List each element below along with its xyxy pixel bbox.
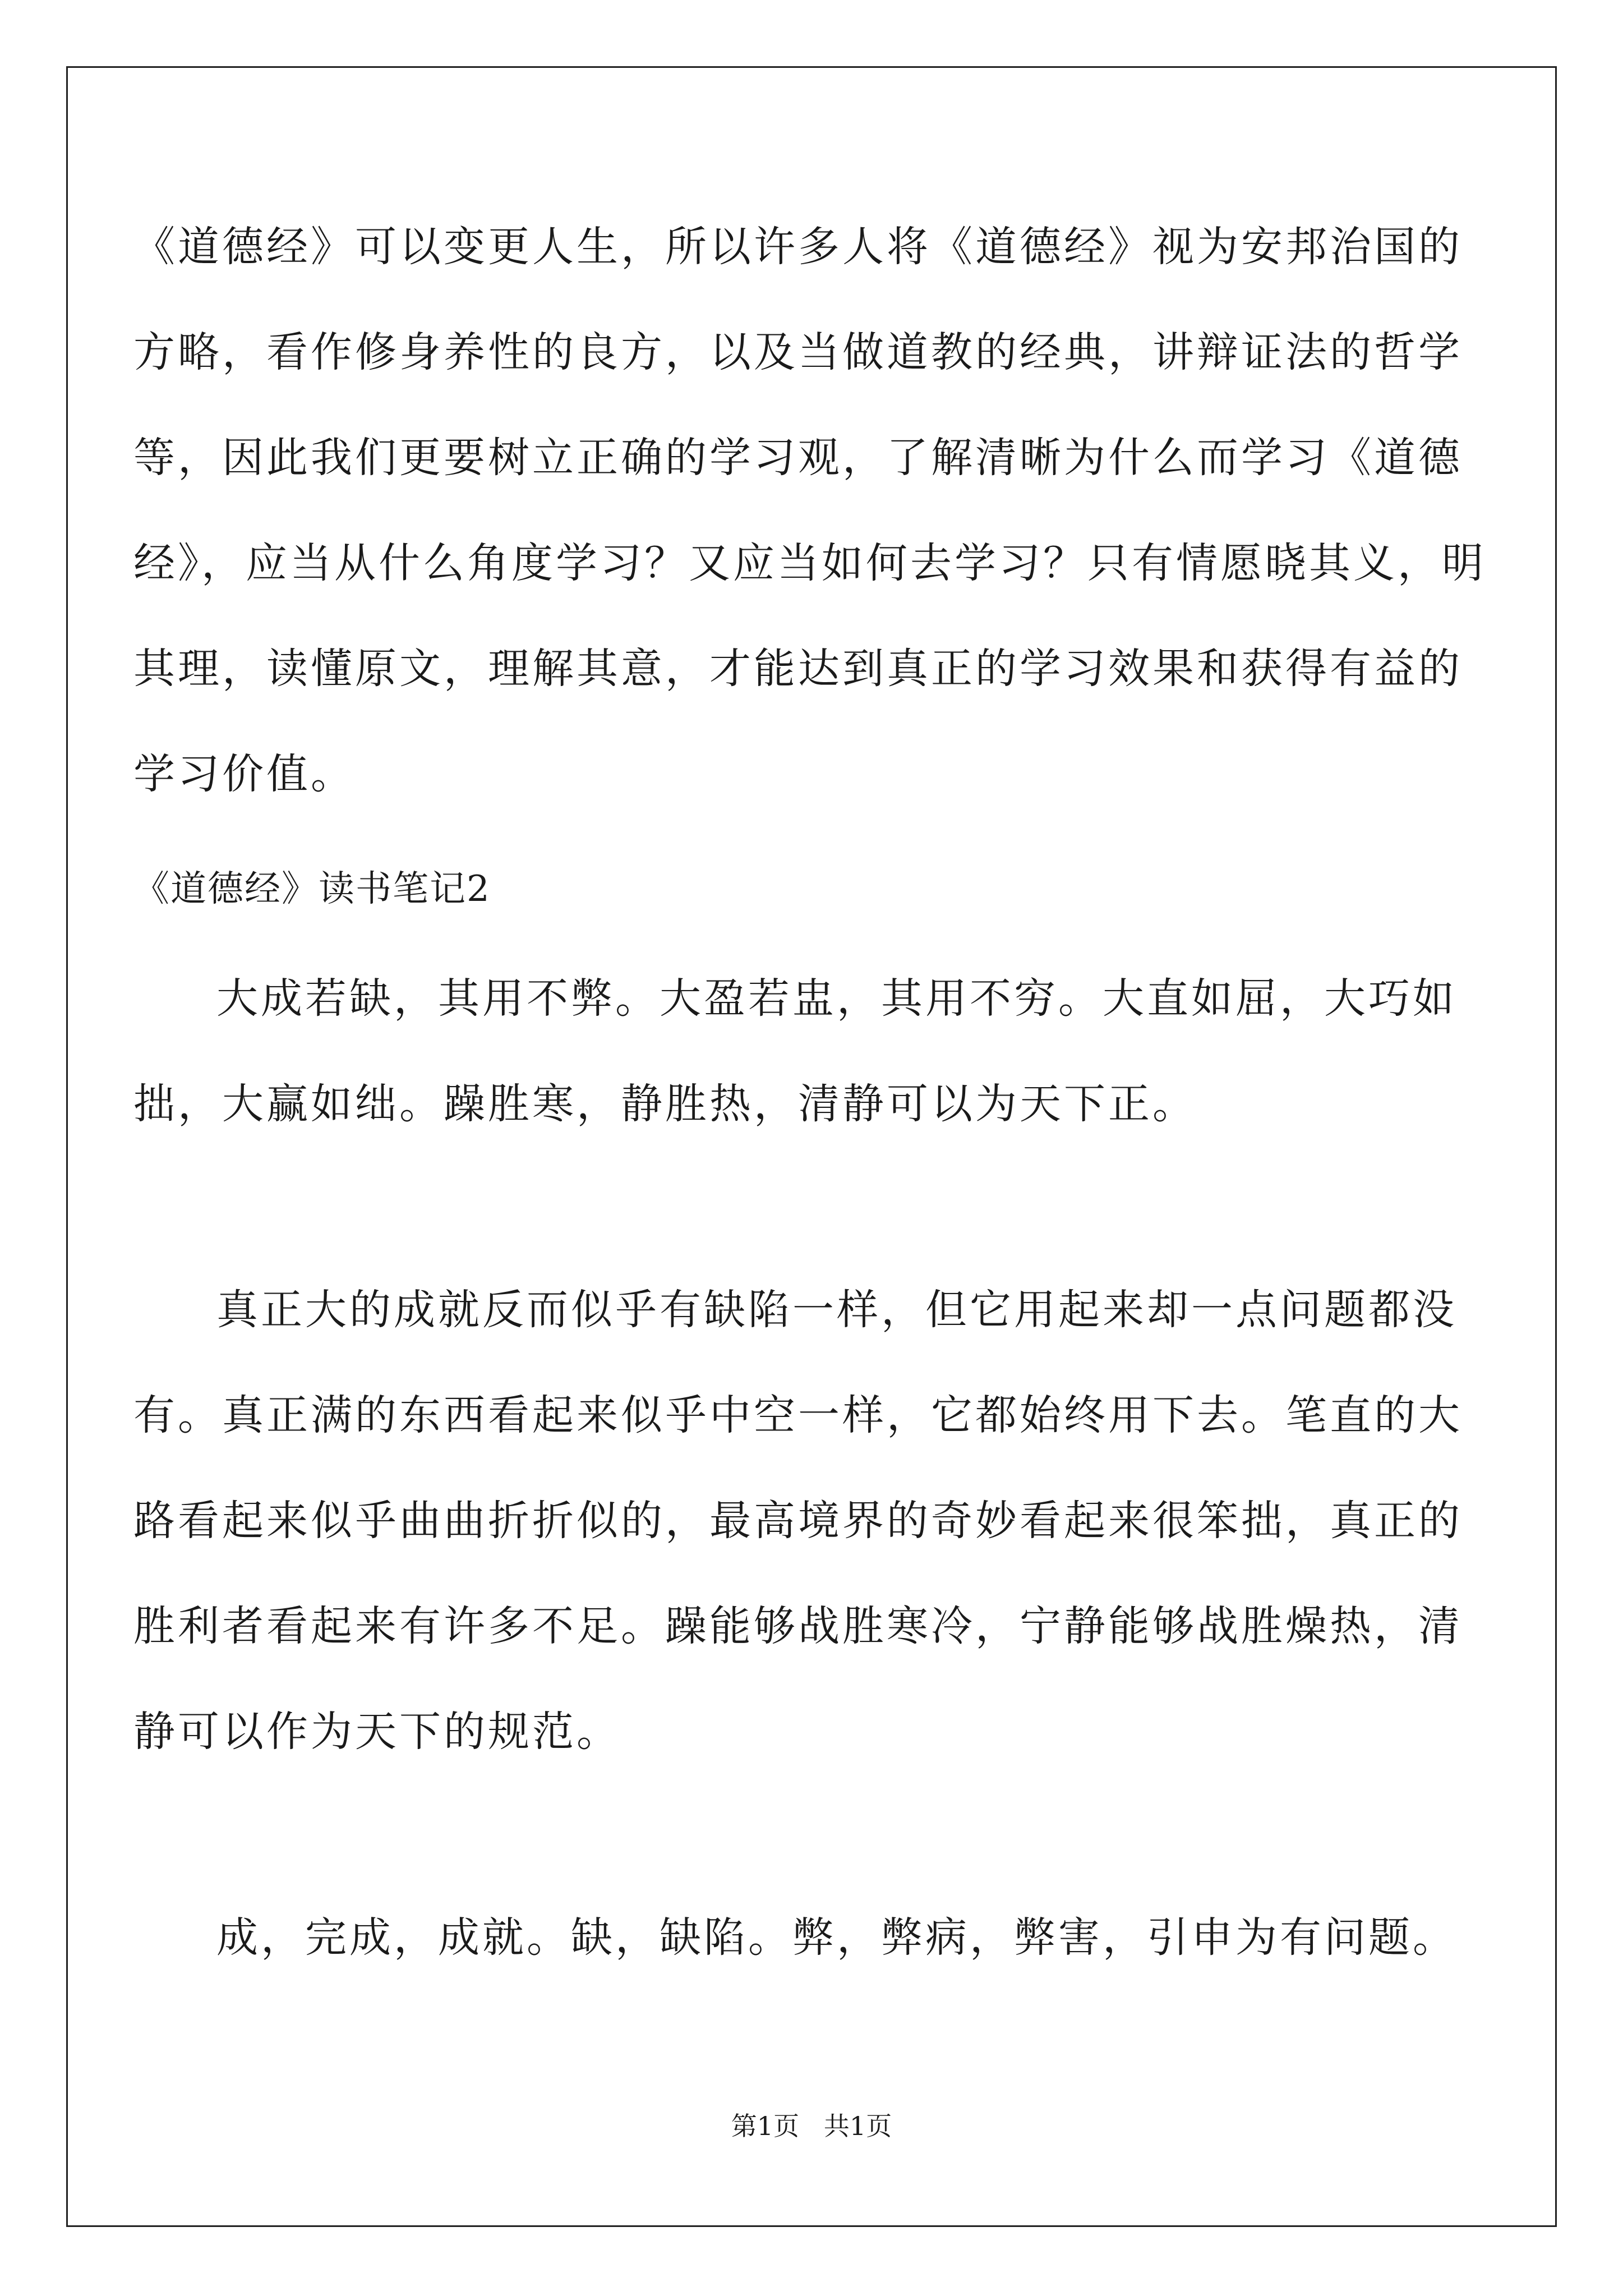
paragraph-line: 其理，读懂原文，理解其意，才能达到真正的学习效果和获得有益的 [133,645,1463,693]
paragraph-line: 经》，应当从什么角度学习？又应当如何去学习？只有情愿晓其义，明 [133,539,1486,587]
paragraph-line: 静可以作为天下的规范。 [133,1708,621,1756]
section-heading: 《道德经》读书笔记2 [133,868,491,910]
paragraph-line: 《道德经》可以变更人生，所以许多人将《道德经》视为安邦治国的 [133,223,1463,271]
paragraph-line: 有。真正满的东西看起来似乎中空一样，它都始终用下去。笔直的大 [133,1391,1463,1439]
paragraph-line: 学习价值。 [133,750,355,798]
paragraph-line: 等，因此我们更要树立正确的学习观，了解清晰为什么而学习《道德 [133,434,1463,482]
paragraph-line: 拙，大赢如绌。躁胜寒，静胜热，清静可以为天下正。 [133,1080,1197,1128]
paragraph-line: 大成若缺，其用不弊。大盈若盅，其用不穷。大直如屈，大巧如 [216,974,1457,1023]
page-number-footer: 第1页 共1页 [731,2111,892,2141]
paragraph-line: 方略，看作修身养性的良方，以及当做道教的经典，讲辩证法的哲学 [133,328,1463,376]
paragraph-line: 胜利者看起来有许多不足。躁能够战胜寒冷，宁静能够战胜燥热，清 [133,1602,1463,1650]
page-border [66,66,1557,2227]
paragraph-line: 路看起来似乎曲曲折折似的，最高境界的奇妙看起来很笨拙，真正的 [133,1497,1463,1545]
paragraph-line: 成，完成，成就。缺，缺陷。弊，弊病，弊害，引申为有问题。 [216,1913,1457,1962]
paragraph-line: 真正大的成就反而似乎有缺陷一样，但它用起来却一点问题都没 [216,1286,1457,1334]
